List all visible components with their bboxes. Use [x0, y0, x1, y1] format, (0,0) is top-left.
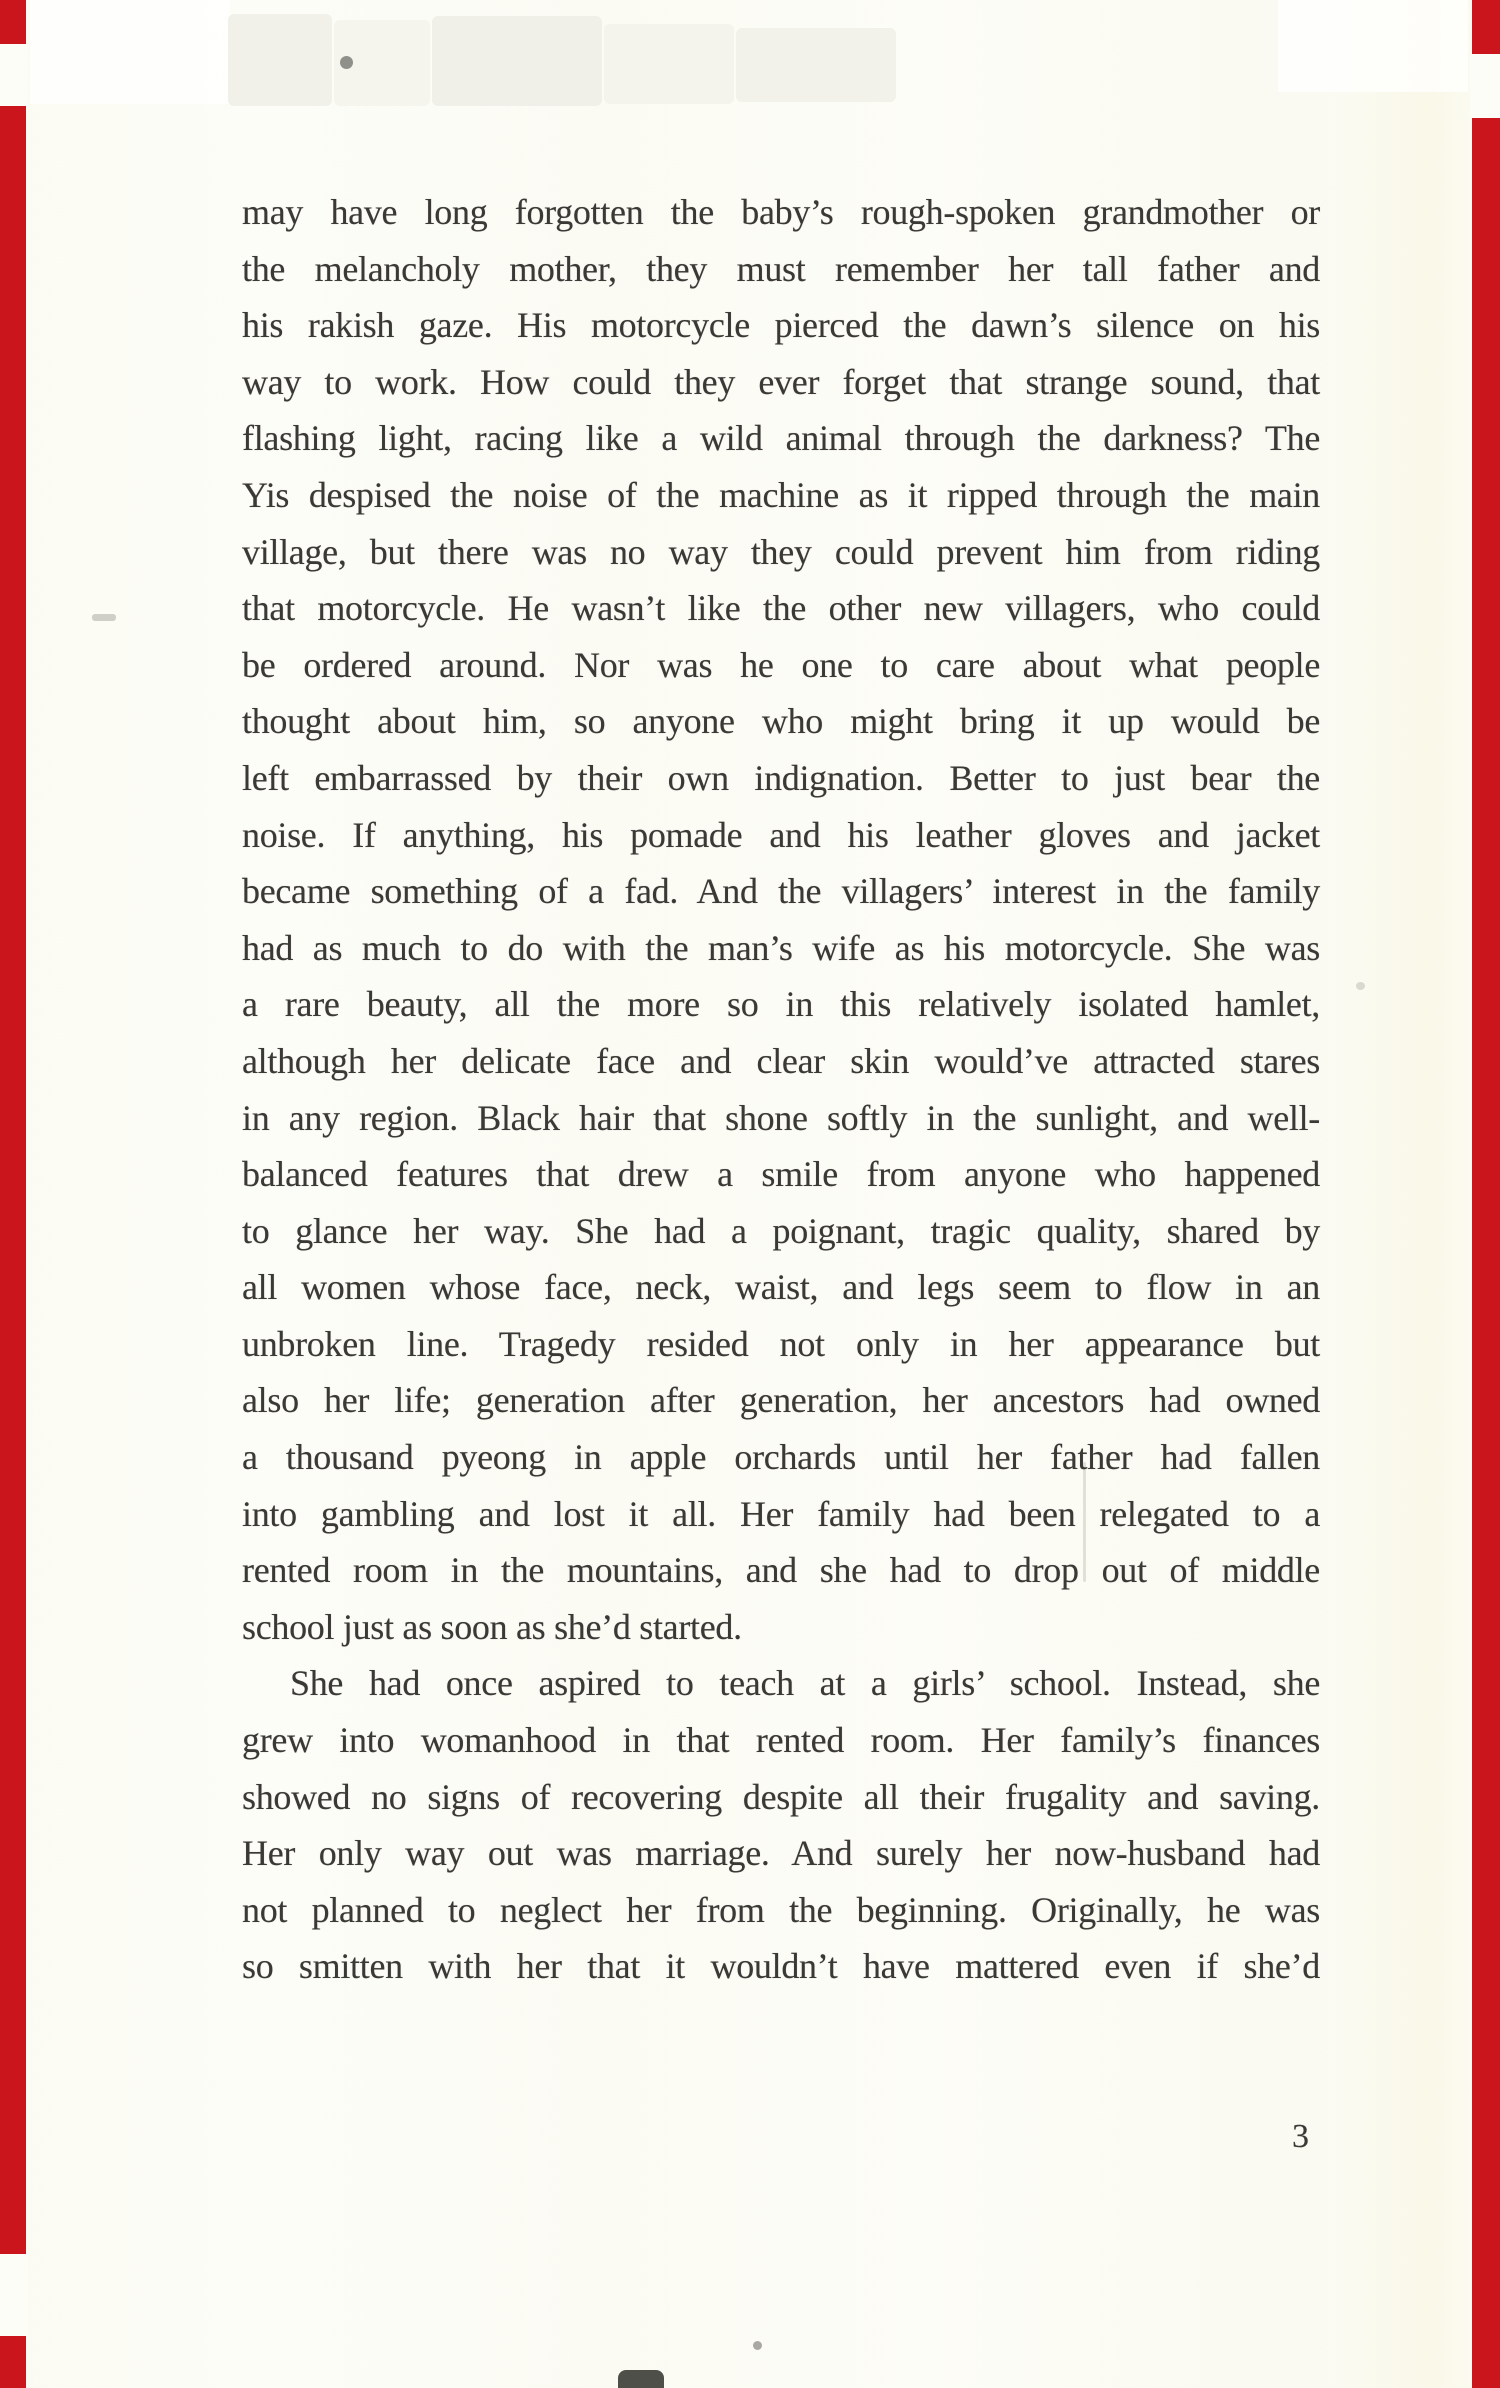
scan-smudge — [228, 14, 332, 106]
text-line: grew into womanhood in that rented room. Her family’s finances — [242, 1720, 1320, 1761]
scan-gap — [0, 2254, 28, 2336]
scan-gap — [0, 44, 28, 106]
text-line: way to work. How could they ever forget that strange sound, that — [242, 361, 1320, 402]
text-line: also her life; generation after generation, her ancestors had owned — [242, 1380, 1320, 1421]
text-line: left embarrassed by their own indignation. Better to just bear the — [242, 757, 1320, 798]
text-line: showed no signs of recovering despite all their frugality and saving. — [242, 1776, 1320, 1817]
scan-dash-mark — [92, 614, 116, 621]
scan-smudge — [432, 16, 602, 106]
text-line: thought about him, so anyone who might bring it up would be — [242, 701, 1320, 742]
text-line: a rare beauty, all the more so in this relatively isolated hamlet, — [242, 984, 1320, 1025]
text-line: all women whose face, neck, waist, and legs seem to flow in an — [242, 1267, 1320, 1308]
text-line: into gambling and lost it all. Her family had been relegated to a — [242, 1493, 1320, 1534]
text-line: had as much to do with the man’s wife as his motorcycle. She was — [242, 927, 1320, 968]
text-line: flashing light, racing like a wild animal through the darkness? The — [242, 418, 1320, 459]
text-line: school just as soon as she’d started. — [242, 1606, 742, 1647]
page-text — [242, 184, 1320, 1995]
text-line: in any region. Black hair that shone softly in the sunlight, and well- — [242, 1097, 1320, 1138]
text-line: that motorcycle. He wasn’t like the other new villagers, who could — [242, 588, 1320, 629]
scan-corner-light-left — [30, 0, 230, 104]
scan-speck — [753, 2341, 762, 2350]
text-line: Her only way out was marriage. And surely her now-husband had — [242, 1833, 1320, 1874]
scan-speck — [340, 56, 353, 69]
text-line: She had once aspired to teach at a girls’ school. Instead, she — [290, 1663, 1320, 1704]
text-line: the melancholy mother, they must remember her tall father and — [242, 248, 1320, 289]
text-line: rented room in the mountains, and she had to drop out of middle — [242, 1550, 1320, 1591]
text-line: may have long forgotten the baby’s rough-spoken grandmother or — [242, 192, 1320, 232]
text-line: his rakish gaze. His motorcycle pierced the dawn’s silence on his — [242, 305, 1320, 346]
paragraph — [242, 1655, 1320, 1995]
scan-gap — [1470, 54, 1500, 118]
scan-speck — [1356, 982, 1365, 990]
text-line: village, but there was no way they could prevent him from riding — [242, 531, 1320, 572]
text-line: so smitten with her that it wouldn’t have mattered even if she’d — [242, 1946, 1320, 1987]
page-number: 3 — [1292, 2118, 1309, 2155]
paragraph — [242, 184, 1320, 1655]
scan-corner-light-right — [1278, 0, 1468, 92]
text-line: noise. If anything, his pomade and his leather gloves and jacket — [242, 814, 1320, 855]
text-line: became something of a fad. And the villagers’ interest in the family — [242, 871, 1320, 912]
scan-smudge — [736, 28, 896, 102]
book-cover-edge-left — [0, 0, 26, 2388]
text-line: balanced features that drew a smile from anyone who happened — [242, 1154, 1320, 1195]
text-line: unbroken line. Tragedy resided not only in her appearance but — [242, 1323, 1320, 1364]
text-line: a thousand pyeong in apple orchards until her father had fallen — [242, 1437, 1320, 1478]
scan-smudge — [604, 24, 734, 104]
text-line: be ordered around. Nor was he one to care about what people — [242, 644, 1320, 685]
scan-bottom-mark — [618, 2370, 664, 2388]
book-cover-edge-right — [1472, 0, 1500, 2388]
text-line: not planned to neglect her from the beginning. Originally, he was — [242, 1889, 1320, 1930]
text-line: to glance her way. She had a poignant, tragic quality, shared by — [242, 1210, 1320, 1251]
scan-tone-band — [1330, 0, 1474, 2388]
text-line: Yis despised the noise of the machine as it ripped through the main — [242, 474, 1320, 515]
text-line: although her delicate face and clear skin would’ve attracted stares — [242, 1040, 1320, 1081]
